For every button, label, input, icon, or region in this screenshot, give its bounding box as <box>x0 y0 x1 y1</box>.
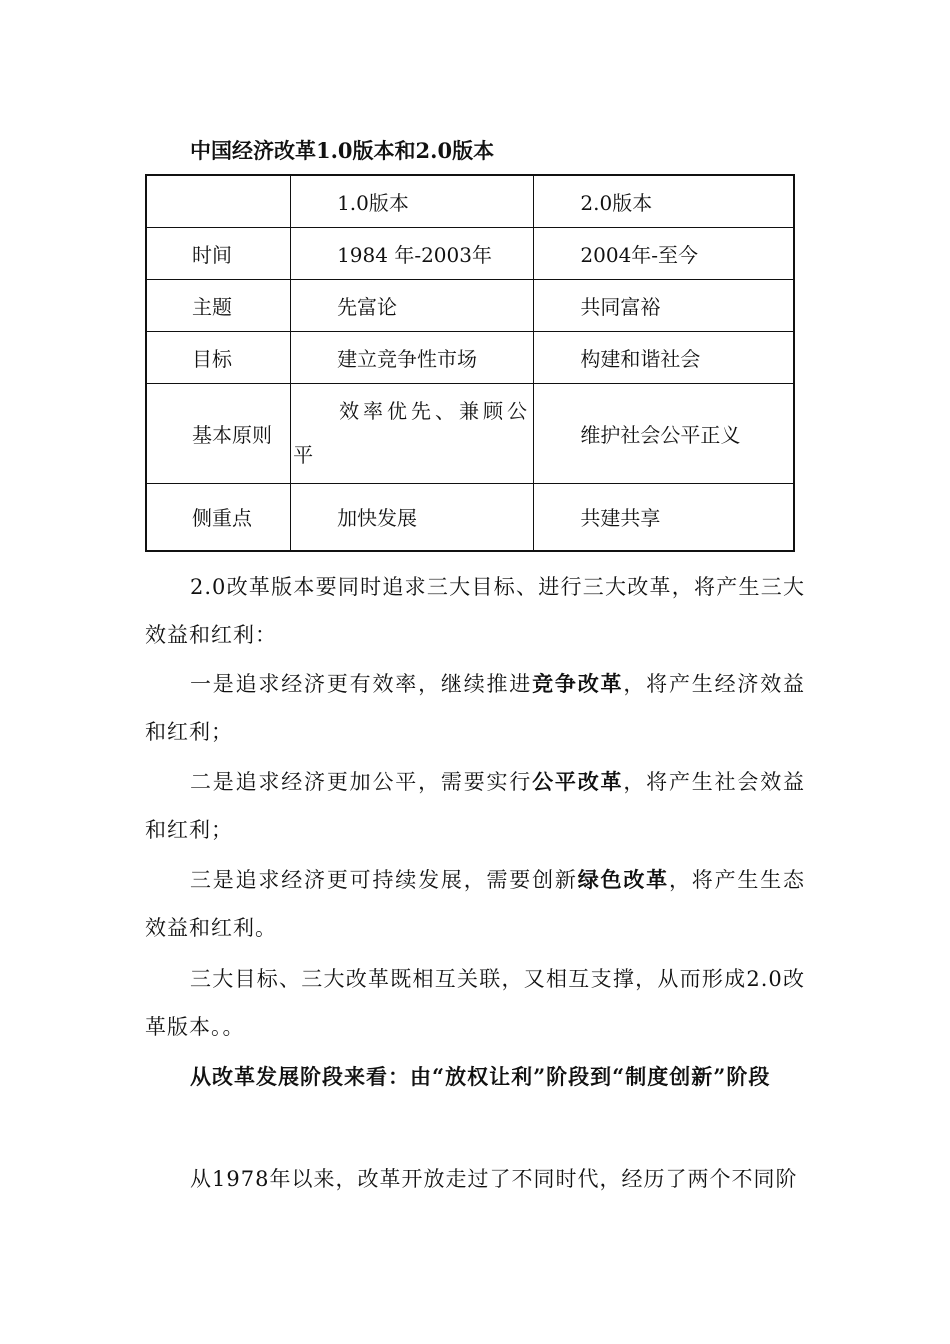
header-cell-v2: 2.0版本 <box>534 175 794 227</box>
v1-cell-text: 效率优先、兼顾公平 <box>293 399 532 467</box>
v1-cell <box>291 383 534 483</box>
row-label: 时间 <box>146 227 291 279</box>
header-cell-empty <box>146 175 291 227</box>
paragraph-fairness <box>145 758 805 854</box>
v2-cell: 共同富裕 <box>534 279 794 331</box>
row-label: 侧重点 <box>146 483 291 551</box>
paragraph-text: ，将产生生态效益和红利。 <box>145 868 806 940</box>
table-title: 中国经济改革1.0版本和2.0版本 <box>190 138 495 163</box>
row-label: 主题 <box>146 279 291 331</box>
table-header-row <box>146 175 794 227</box>
header-cell-v1: 1.0版本 <box>291 175 534 227</box>
table-row <box>146 383 794 483</box>
v1-cell: 1984 年-2003年 <box>291 227 534 279</box>
v2-cell: 维护社会公平正义 <box>534 383 794 483</box>
paragraph-text: 二是追求经济更加公平，需要实行 <box>190 770 533 794</box>
table-row <box>146 331 794 383</box>
bold-term: 绿色改革 <box>577 867 669 892</box>
paragraph-history: 从1978年以来，改革开放走过了不同时代，经历了两个不同阶 <box>190 1167 798 1191</box>
bold-term: 竞争改革 <box>532 671 624 696</box>
v2-cell: 构建和谐社会 <box>534 331 794 383</box>
row-label: 目标 <box>146 331 291 383</box>
paragraph-text: 三是追求经济更可持续发展，需要创新 <box>190 868 578 892</box>
table-row <box>146 279 794 331</box>
bold-term: 公平改革 <box>532 769 624 794</box>
table-row <box>146 227 794 279</box>
paragraph-summary: 三大目标、三大改革既相互关联，又相互支撑，从而形成2.0改革版本。。 <box>145 967 805 1039</box>
paragraph-text: ，将产生社会效益和红利； <box>145 770 806 842</box>
paragraph-intro: 2.0改革版本要同时追求三大目标、进行三大改革，将产生三大效益和红利： <box>145 575 805 647</box>
paragraph-text: 一是追求经济更有效率，继续推进 <box>190 672 533 696</box>
v2-cell: 2004年-至今 <box>534 227 794 279</box>
table-row <box>146 483 794 551</box>
row-label: 基本原则 <box>146 383 291 483</box>
paragraph-competition <box>145 660 805 756</box>
paragraph-text: ，将产生经济效益和红利； <box>145 672 806 744</box>
section-heading: 从改革发展阶段来看：由“放权让利”阶段到“制度创新”阶段 <box>190 1064 771 1089</box>
paragraph-green <box>145 856 805 952</box>
v1-cell: 先富论 <box>291 279 534 331</box>
v2-cell: 共建共享 <box>534 483 794 551</box>
v1-cell: 加快发展 <box>291 483 534 551</box>
v1-cell: 建立竞争性市场 <box>291 331 534 383</box>
comparison-table <box>145 174 795 552</box>
